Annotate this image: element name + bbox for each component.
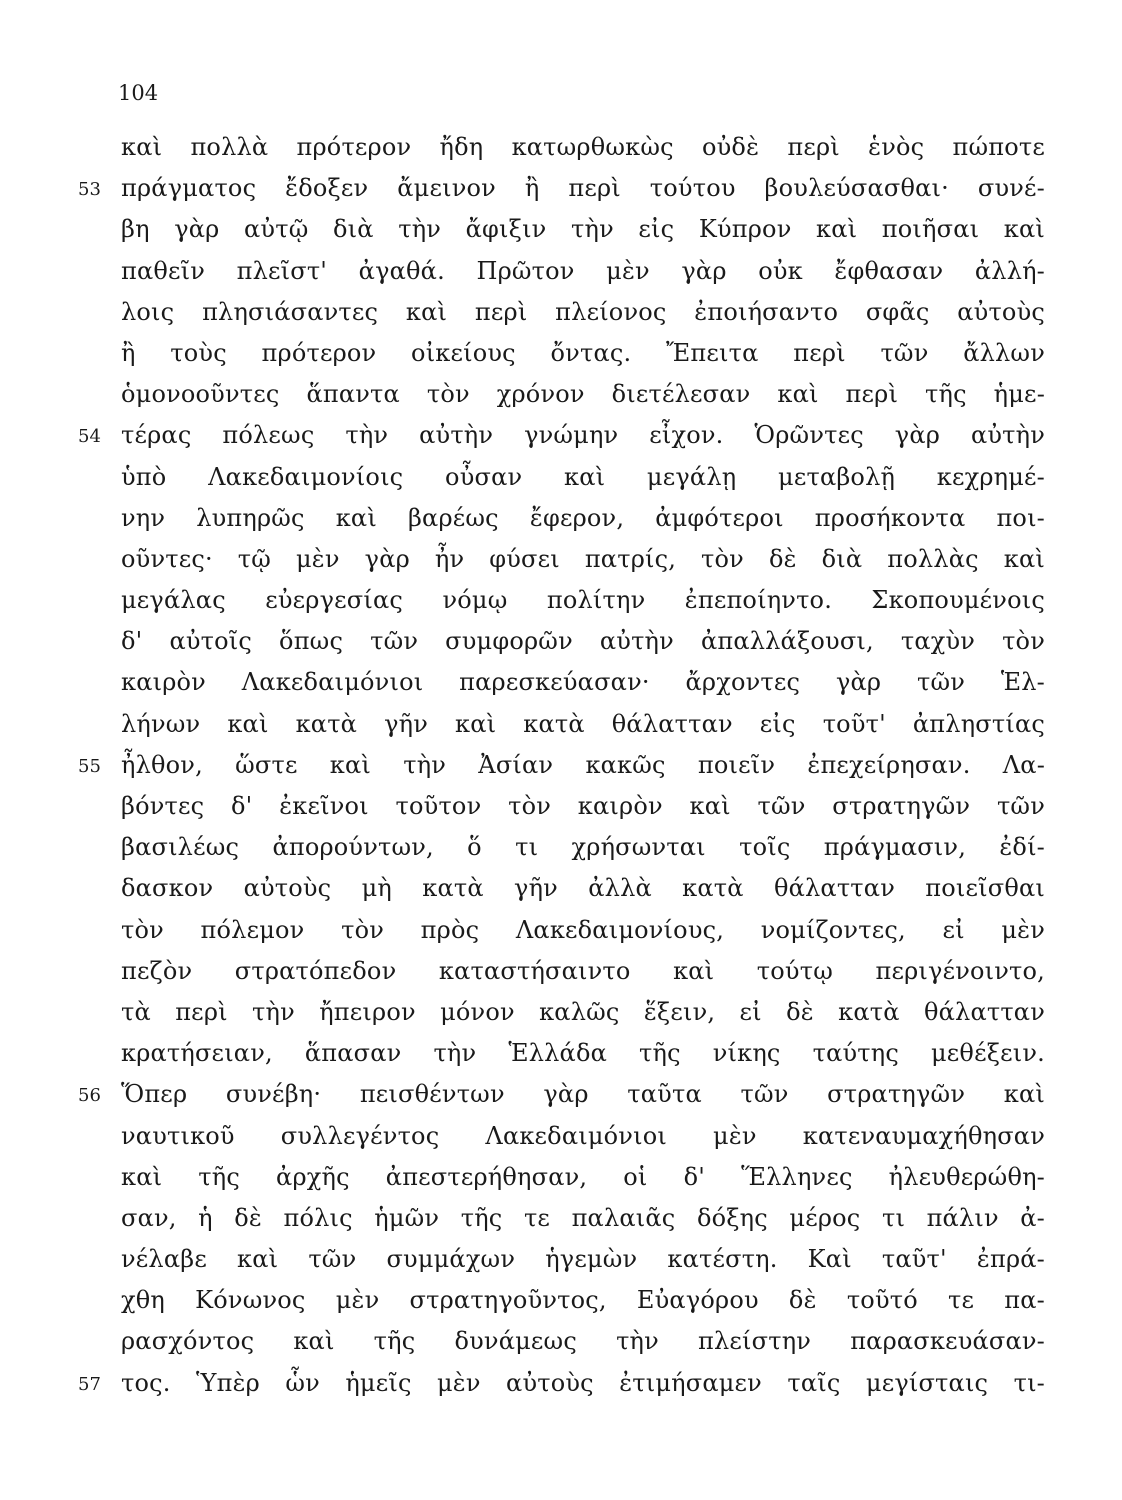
text-line bbox=[0, 952, 1122, 993]
line-text: βόντες δ' ἐκεῖνοι τοῦτον τὸν καιρὸν καὶ τῶν στρατηγῶν τῶν bbox=[121, 792, 1045, 820]
text-line bbox=[0, 252, 1122, 293]
line-text: πεζὸν στρατόπεδον καταστήσαιντο καὶ τούτῳ περιγένοιντο, bbox=[121, 956, 1045, 985]
text-line bbox=[0, 787, 1122, 828]
text-line bbox=[0, 663, 1122, 704]
text-line bbox=[0, 1364, 1122, 1405]
greek-text-block bbox=[0, 128, 1122, 1405]
text-line bbox=[0, 1075, 1122, 1116]
text-line bbox=[0, 1240, 1122, 1281]
line-text: τὸν πόλεμον τὸν πρὸς Λακεδαιμονίους, νομίζοντες, εἰ μὲν bbox=[121, 915, 1045, 944]
section-number: 56 bbox=[78, 1085, 101, 1107]
text-line bbox=[0, 828, 1122, 869]
text-line bbox=[0, 375, 1122, 416]
line-text: νέλαβε καὶ τῶν συμμάχων ἡγεμὼν κατέστη. Καὶ ταῦτ' ἐπρά- bbox=[121, 1245, 1045, 1274]
line-text: οῦντες· τῷ μὲν γὰρ ἦν φύσει πατρίς, τὸν δὲ διὰ πολλὰς καὶ bbox=[121, 544, 1045, 573]
line-text: τος. Ὑπὲρ ὧν ἡμεῖς μὲν αὐτοὺς ἐτιμήσαμεν ταῖς μεγίσταις τι- bbox=[121, 1368, 1045, 1397]
line-text: δ' αὐτοῖς ὅπως τῶν συμφορῶν αὐτὴν ἀπαλλάξουσι, ταχὺν τὸν bbox=[121, 627, 1045, 656]
text-line bbox=[0, 993, 1122, 1034]
line-text: ὁμονοοῦντες ἅπαντα τὸν χρόνον διετέλεσαν καὶ περὶ τῆς ἡμε- bbox=[121, 380, 1045, 409]
line-text: τέρας πόλεως τὴν αὐτὴν γνώμην εἶχον. Ὁρῶντες γὰρ αὐτὴν bbox=[121, 421, 1045, 450]
line-text: ἦλθον, ὥστε καὶ τὴν Ἀσίαν κακῶς ποιεῖν ἐπεχείρησαν. Λα- bbox=[121, 750, 1045, 779]
line-text: καιρὸν Λακεδαιμόνιοι παρεσκεύασαν· ἄρχοντες γὰρ τῶν Ἑλ- bbox=[121, 668, 1045, 697]
line-text: κρατήσειαν, ἅπασαν τὴν Ἑλλάδα τῆς νίκης ταύτης μεθέξειν. bbox=[121, 1039, 1045, 1068]
text-line bbox=[0, 1117, 1122, 1158]
section-number: 54 bbox=[78, 426, 101, 448]
section-number: 55 bbox=[78, 755, 101, 777]
text-line bbox=[0, 334, 1122, 375]
text-line bbox=[0, 499, 1122, 540]
text-line bbox=[0, 416, 1122, 457]
line-text: λήνων καὶ κατὰ γῆν καὶ κατὰ θάλατταν εἰς τοῦτ' ἀπληστίας bbox=[121, 709, 1045, 738]
section-number: 57 bbox=[78, 1373, 101, 1395]
text-line bbox=[0, 293, 1122, 334]
text-line bbox=[0, 169, 1122, 210]
line-text: καὶ πολλὰ πρότερον ἤδη κατωρθωκὼς οὐδὲ περὶ ἑνὸς πώποτε bbox=[121, 133, 1045, 161]
line-text: σαν, ἡ δὲ πόλις ἡμῶν τῆς τε παλαιᾶς δόξης μέρος τι πάλιν ἀ- bbox=[121, 1203, 1045, 1232]
line-text: τὰ περὶ τὴν ἤπειρον μόνον καλῶς ἕξειν, εἰ δὲ κατὰ θάλατταν bbox=[121, 997, 1045, 1026]
text-line bbox=[0, 540, 1122, 581]
line-text: ἢ τοὺς πρότερον οἰκείους ὄντας. Ἔπειτα περὶ τῶν ἄλλων bbox=[121, 338, 1045, 367]
text-line bbox=[0, 458, 1122, 499]
text-line bbox=[0, 128, 1122, 169]
line-text: ὑπὸ Λακεδαιμονίοις οὖσαν καὶ μεγάλῃ μεταβολῇ κεχρημέ- bbox=[121, 462, 1045, 491]
line-text: λοις πλησιάσαντες καὶ περὶ πλείονος ἐποιήσαντο σφᾶς αὐτοὺς bbox=[121, 297, 1045, 326]
line-text: παθεῖν πλεῖστ' ἀγαθά. Πρῶτον μὲν γὰρ οὐκ ἔφθασαν ἀλλή- bbox=[121, 256, 1045, 285]
text-line bbox=[0, 746, 1122, 787]
line-text: νην λυπηρῶς καὶ βαρέως ἔφερον, ἀμφότεροι προσήκοντα ποι- bbox=[121, 503, 1045, 532]
text-line bbox=[0, 622, 1122, 663]
text-line bbox=[0, 705, 1122, 746]
text-line bbox=[0, 1158, 1122, 1199]
line-text: ρασχόντος καὶ τῆς δυνάμεως τὴν πλείστην παρασκευάσαν- bbox=[121, 1327, 1045, 1356]
line-text: Ὅπερ συνέβη· πεισθέντων γὰρ ταῦτα τῶν στρατηγῶν καὶ bbox=[121, 1080, 1045, 1109]
line-text: βη γὰρ αὐτῷ διὰ τὴν ἄφιξιν τὴν εἰς Κύπρον καὶ ποιῆσαι καὶ bbox=[121, 215, 1045, 244]
line-text: δασκον αὐτοὺς μὴ κατὰ γῆν ἀλλὰ κατὰ θάλατταν ποιεῖσθαι bbox=[121, 874, 1045, 903]
text-line bbox=[0, 210, 1122, 251]
text-line bbox=[0, 869, 1122, 910]
line-text: ναυτικοῦ συλλεγέντος Λακεδαιμόνιοι μὲν κατεναυμαχήθησαν bbox=[121, 1121, 1045, 1150]
line-text: βασιλέως ἀπορούντων, ὅ τι χρήσωνται τοῖς πράγμασιν, ἐδί- bbox=[121, 833, 1045, 862]
line-text: καὶ τῆς ἀρχῆς ἀπεστερήθησαν, οἱ δ' Ἕλληνες ἠλευθερώθη- bbox=[121, 1162, 1045, 1191]
page-number: 104 bbox=[118, 81, 159, 105]
line-text: μεγάλας εὐεργεσίας νόμῳ πολίτην ἐπεποίηντο. Σκοπουμένοις bbox=[121, 586, 1045, 615]
text-line bbox=[0, 911, 1122, 952]
text-line bbox=[0, 1199, 1122, 1240]
text-line bbox=[0, 1034, 1122, 1075]
line-text: πράγματος ἔδοξεν ἄμεινον ἢ περὶ τούτου βουλεύσασθαι· συνέ- bbox=[121, 174, 1045, 203]
text-line bbox=[0, 1322, 1122, 1363]
text-line bbox=[0, 1281, 1122, 1322]
text-line bbox=[0, 581, 1122, 622]
line-text: χθη Κόνωνος μὲν στρατηγοῦντος, Εὐαγόρου δὲ τοῦτό τε πα- bbox=[121, 1286, 1045, 1315]
section-number: 53 bbox=[78, 179, 101, 201]
